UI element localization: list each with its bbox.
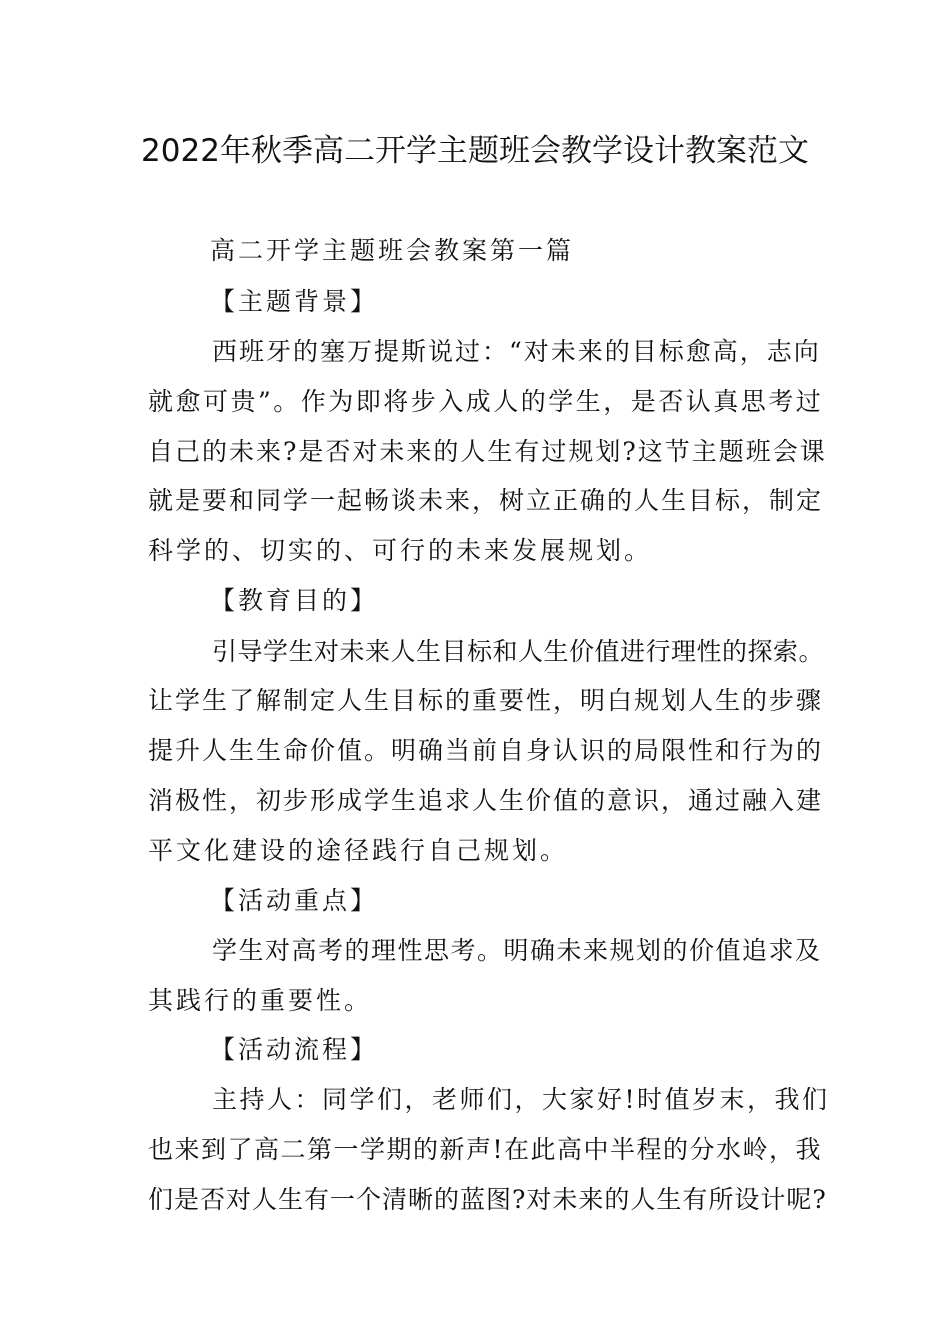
paragraph-line: 主持人：同学们，老师们，大家好!时值岁末，我们: [212, 1085, 830, 1114]
paragraph-line: 也来到了高二第一学期的新声!在此高中半程的分水岭，我: [148, 1135, 823, 1164]
paragraph-line: 西班牙的塞万提斯说过：“对未来的目标愈高，志向: [212, 337, 821, 366]
paragraph-line: 平文化建设的途径践行自己规划。: [148, 836, 569, 865]
paragraph-line: 就是要和同学一起畅谈未来，树立正确的人生目标，制定: [148, 486, 824, 515]
document-title: 2022年秋季高二开学主题班会教学设计教案范文: [141, 133, 809, 169]
paragraph-line: 提升人生生命价值。明确当前自身认识的局限性和行为的: [148, 736, 824, 765]
paragraph-line: 消极性，初步形成学生追求人生价值的意识，通过融入建: [148, 786, 824, 815]
paragraph-line: 就愈可贵”。作为即将步入成人的学生，是否认真思考过: [148, 387, 824, 416]
paragraph-line: 自己的未来?是否对未来的人生有过规划?这节主题班会课: [148, 437, 827, 466]
section-label-focus: 【活动重点】: [210, 886, 379, 915]
section-heading: 高二开学主题班会教案第一篇: [210, 236, 575, 265]
section-label-background: 【主题背景】: [210, 287, 379, 316]
paragraph-line: 让学生了解制定人生目标的重要性，明白规划人生的步骤: [148, 686, 824, 715]
paragraph-line: 们是否对人生有一个清晰的蓝图?对未来的人生有所设计呢?: [148, 1185, 827, 1214]
paragraph-line: 引导学生对未来人生目标和人生价值进行理性的探索。: [212, 637, 825, 666]
section-label-process: 【活动流程】: [210, 1035, 379, 1064]
paragraph-line: 学生对高考的理性思考。明确未来规划的价值追求及: [212, 936, 822, 965]
paragraph-line: 科学的、切实的、可行的未来发展规划。: [148, 536, 653, 565]
paragraph-line: 其践行的重要性。: [148, 986, 373, 1015]
section-label-purpose: 【教育目的】: [210, 586, 379, 615]
